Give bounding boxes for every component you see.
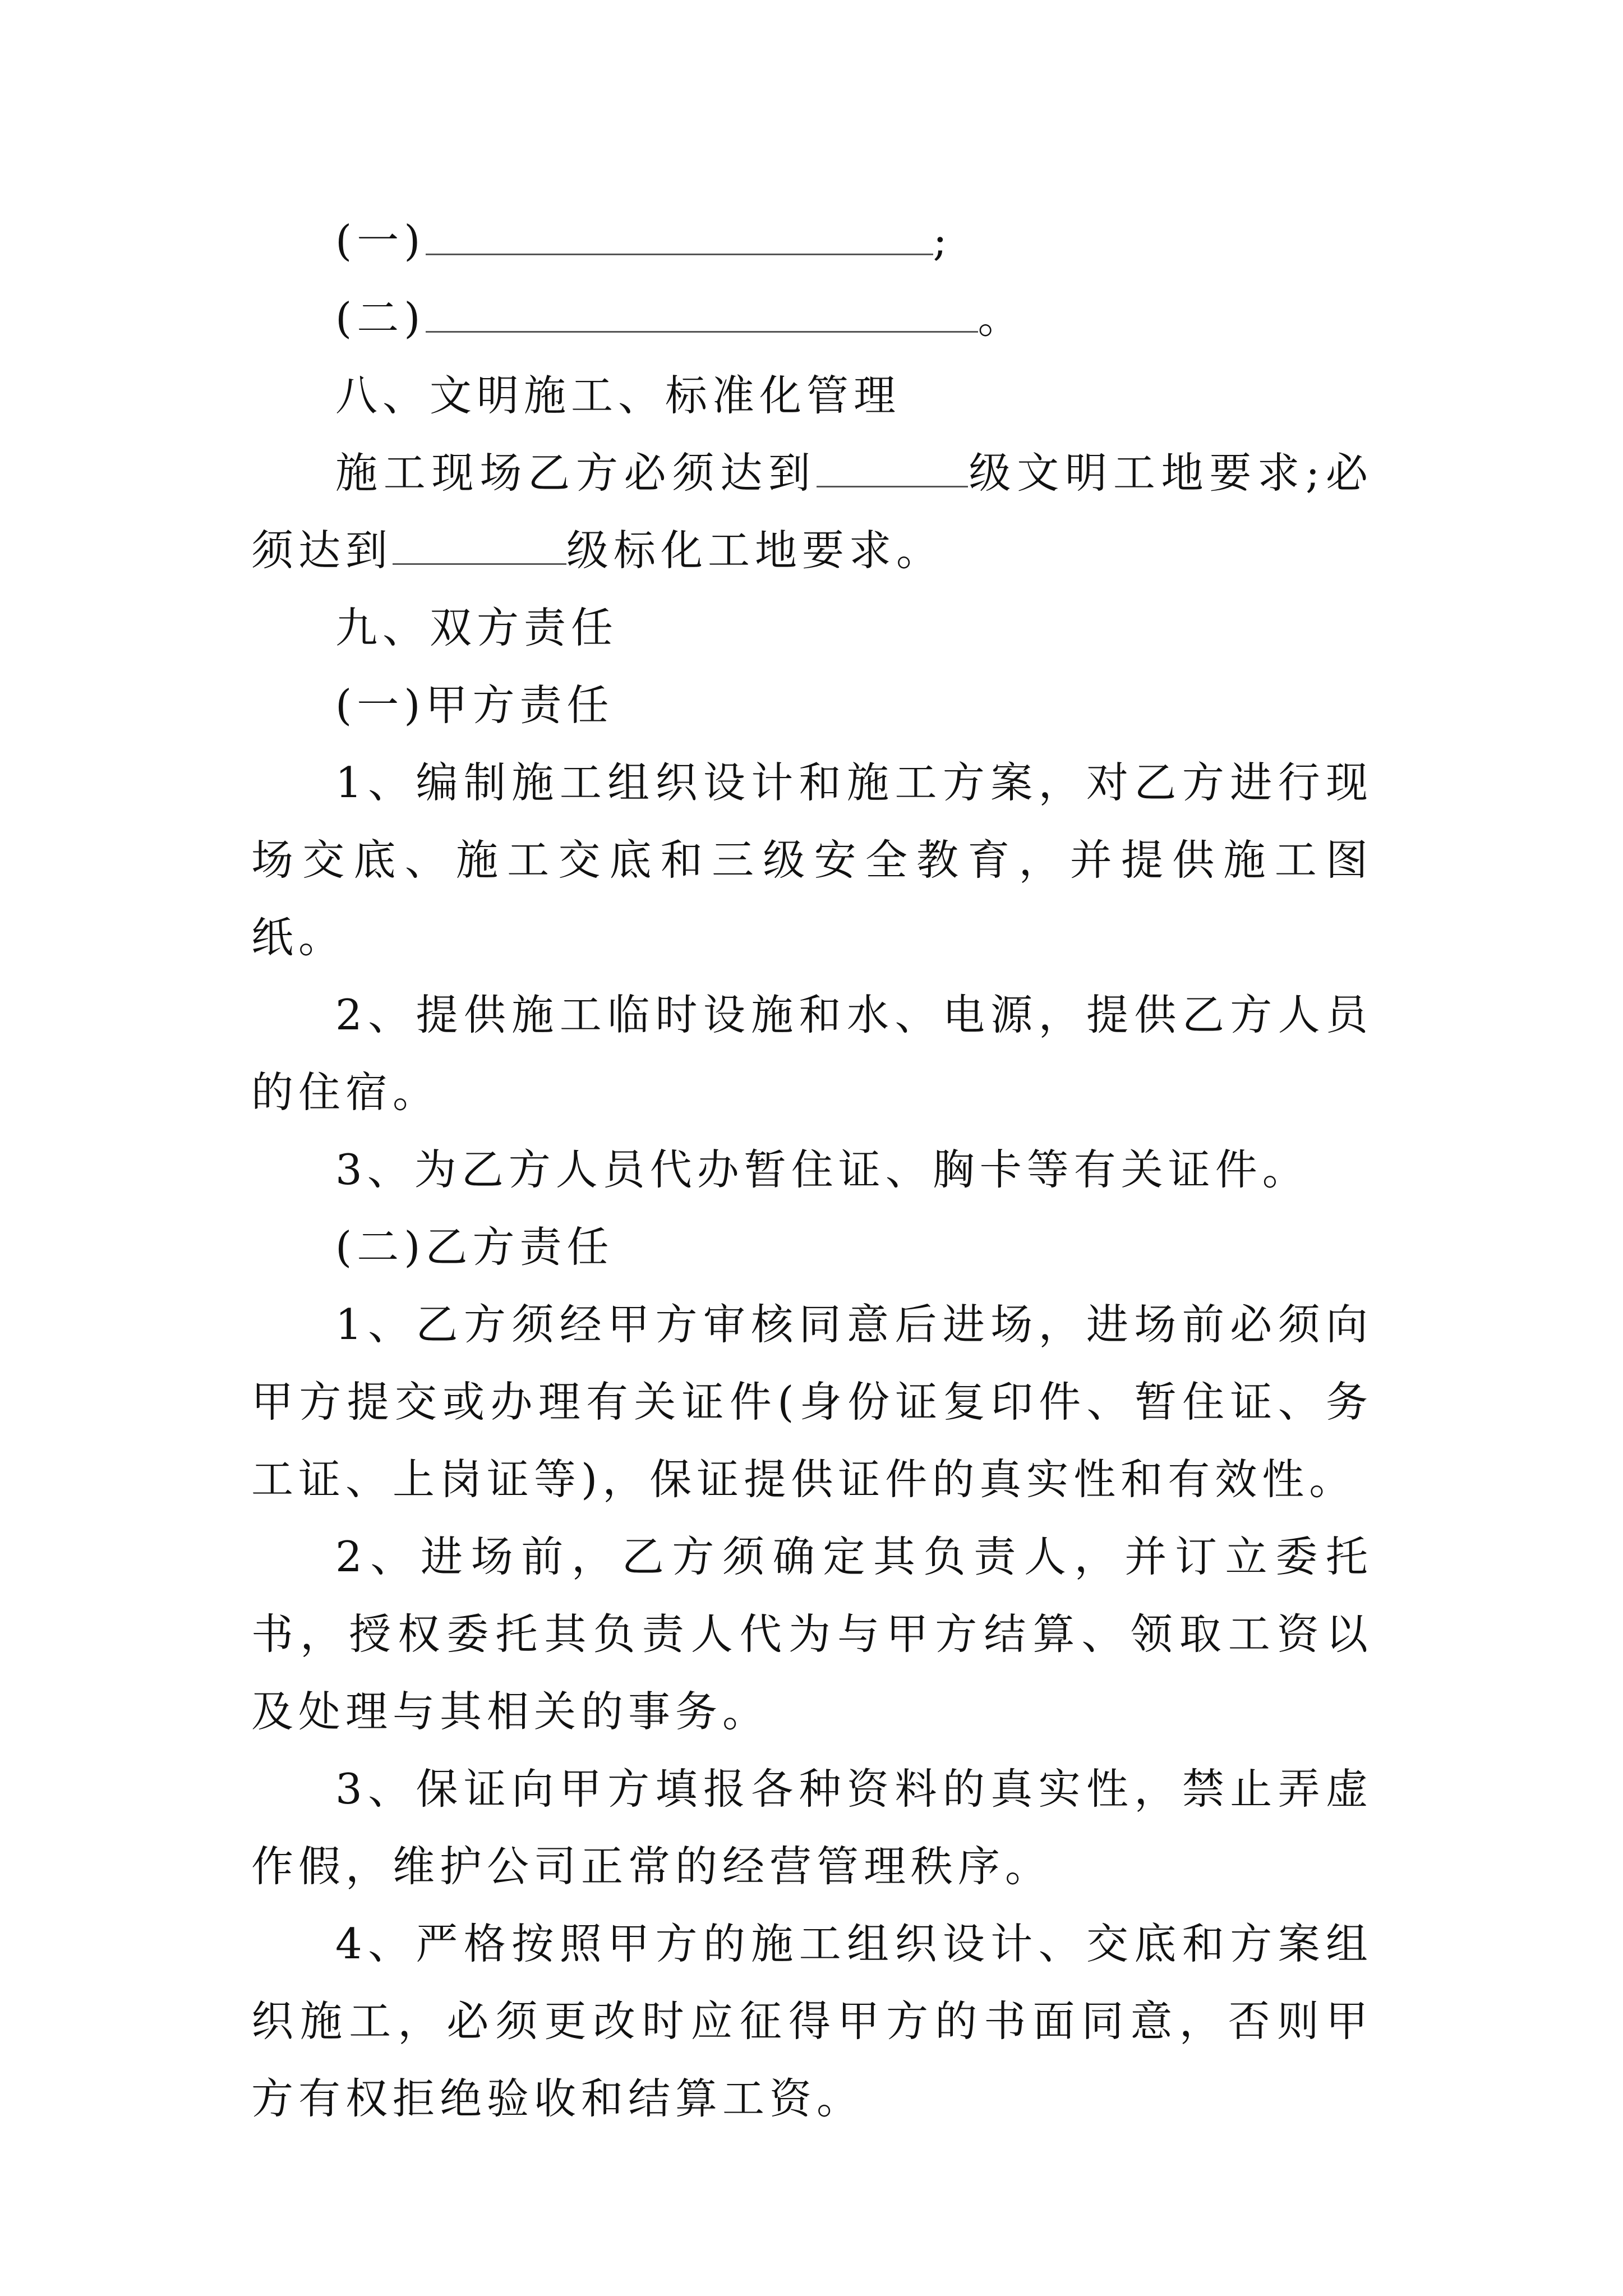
party-b-item: 4、严格按照甲方的施工组织设计、交底和方案组织施工，必须更改时应征得甲方的书面同意，否则甲方有权拒绝验收和结算工资。 [251, 1919, 1373, 2123]
item-two-prefix: (二) [335, 293, 426, 343]
party-a-item: 3、为乙方人员代办暂住证、胸卡等有关证件。 [335, 1145, 1310, 1194]
party-b-item: 3、保证向甲方填报各种资料的真实性，禁止弄虚作假，维护公司正常的经营管理秩序。 [251, 1764, 1373, 1891]
section-8-heading: 八、文明施工、标准化管理 [335, 371, 901, 420]
party-a-item: 1、编制施工组织设计和施工方案，对乙方进行现场交底、施工交底和三级安全教育，并提供施工图纸。 [251, 758, 1373, 962]
fill-blank-line [817, 446, 968, 487]
party-a-heading: (一)甲方责任 [335, 680, 614, 730]
fill-blank-line [426, 291, 978, 333]
fill-blank-line [393, 523, 566, 565]
blank-item-one [251, 202, 1373, 279]
item-two-suffix: 。 [978, 293, 1025, 343]
party-b-item: 1、乙方须经甲方审核同意后进场，进场前必须向甲方提交或办理有关证件(身份证复印件、暂住证、务工证、上岗证等)，保证提供证件的真实性和有效性。 [251, 1300, 1373, 1504]
party-b-item: 2、进场前，乙方须确定其负责人，并订立委托书，授权委托其负责人代为与甲方结算、领取工资以及处理与其相关的事务。 [251, 1532, 1373, 1736]
section-8-text: 施工现场乙方必须达到 级文明工地要求;必须达到 级标化工地要求。 [251, 434, 1373, 589]
section-9-heading: 九、双方责任 [335, 603, 619, 652]
blank-item-two [251, 279, 1373, 357]
item-one-suffix: ; [933, 216, 952, 265]
party-a-item: 2、提供施工临时设施和水、电源，提供乙方人员的住宿。 [251, 990, 1373, 1117]
item-one-prefix: (一) [335, 216, 426, 265]
fill-blank-line [426, 214, 933, 255]
document-body [251, 202, 1373, 2137]
party-b-heading: (二)乙方责任 [335, 1222, 614, 1272]
